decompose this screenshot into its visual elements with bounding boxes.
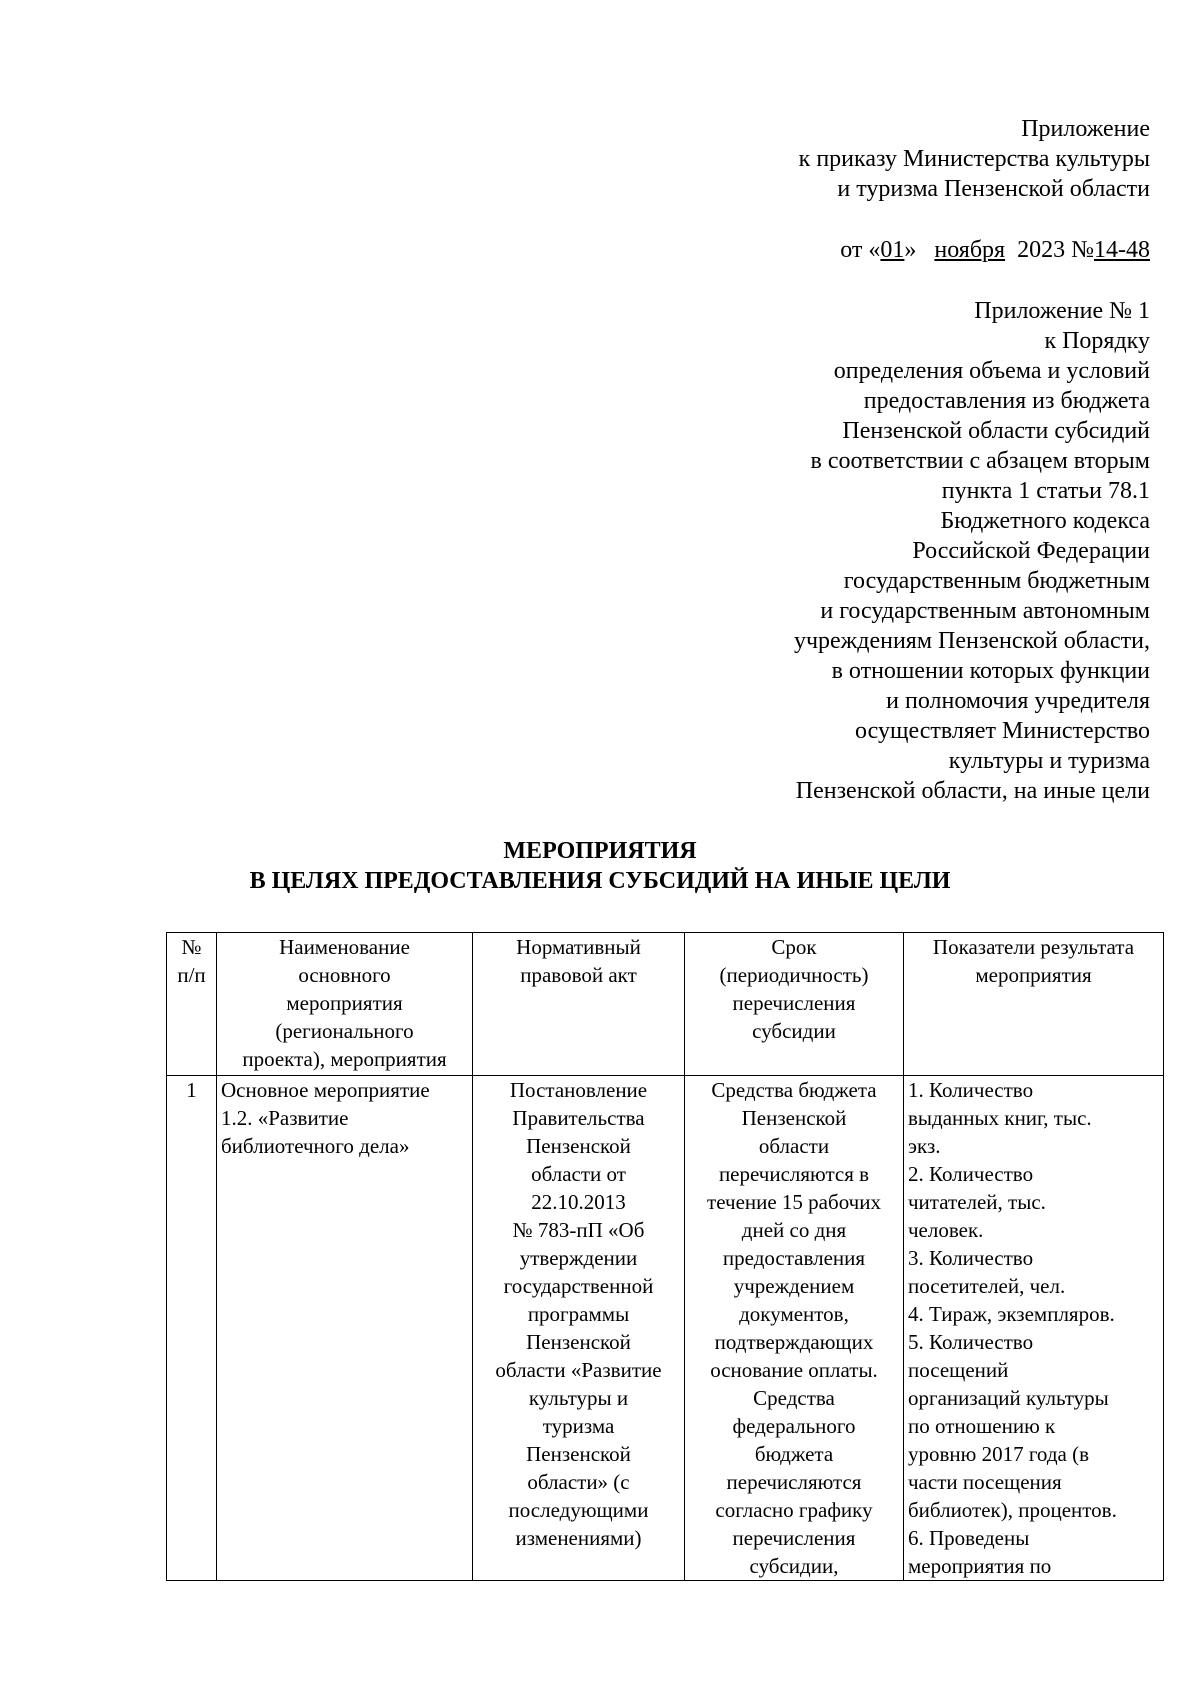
cell-text: дней со дня [741,1218,847,1242]
order-year: 2023 № [1017,237,1094,263]
cell-name [217,1076,473,1581]
cell-text: Правительства [512,1106,645,1130]
header-text: Срок [771,935,817,959]
cell-text: Основное мероприятие [221,1078,430,1102]
cell-text: части посещения [908,1470,1062,1494]
cell-text: подтверждающих [714,1330,874,1354]
appendix-1-line: Российской Федерации [912,538,1150,564]
header-text: (периодичность) [719,963,869,987]
header-text: Нормативный [516,935,641,959]
cell-text: изменениями) [515,1526,642,1550]
appendix-1-line: и полномочия учредителя [886,688,1150,714]
cell-text: выданных книг, тыс. [908,1106,1092,1130]
cell-term [685,1076,904,1581]
cell-text: области от [531,1162,626,1186]
cell-text: федерального [732,1414,856,1438]
cell-text: Средства [753,1386,835,1410]
cell-text: документов, [739,1302,849,1326]
order-reference [840,235,1150,265]
header-text: п/п [177,963,206,987]
cell-text: Пензенской [526,1330,631,1354]
cell-text: посетителей, чел. [908,1274,1066,1298]
cell-text: экз. [908,1134,941,1158]
cell-text: 2. Количество [908,1162,1034,1186]
cell-text: Пензенской [526,1134,631,1158]
header-indicators [904,933,1164,1076]
header-number [167,933,217,1076]
cell-text: Пензенской [741,1106,847,1130]
cell-text: перечисляются в [718,1162,870,1186]
appendix-1-line: к Порядку [1044,328,1150,354]
cell-text: согласно графику [715,1498,873,1522]
cell-text: государственной [503,1274,654,1298]
cell-text: человек. [908,1218,984,1242]
cell-text: посещений [908,1358,1009,1382]
order-day: 01 [880,237,905,263]
header-text: мероприятия [286,991,403,1015]
order-number: 14-48 [1094,237,1150,263]
header-name [217,933,473,1076]
cell-text: 4. Тираж, экземпляров. [908,1302,1115,1326]
cell-text: бюджета [754,1442,834,1466]
appendix-1-header [794,296,1150,806]
appendix-1-line: Пензенской области, на иные цели [795,778,1150,804]
order-prefix: от « [840,237,881,263]
cell-text: области» (с [527,1470,630,1494]
cell-text: № 783-пП «Об [512,1218,645,1242]
cell-legal-act [473,1076,685,1581]
appendix-1-line: осуществляет Министерство [855,718,1150,744]
table-row [167,1076,1164,1581]
cell-text: Средства бюджета [711,1078,877,1102]
cell-text: организаций культуры [908,1386,1109,1410]
cell-text: предоставления [722,1246,866,1270]
cell-text: перечисляются [726,1470,862,1494]
cell-text: области «Развитие [495,1358,662,1382]
appendix-1-line: Приложение № 1 [974,298,1150,324]
header-text: (регионального [275,1019,414,1043]
cell-text: культуры и [528,1386,629,1410]
cell-text: 6. Проведены [908,1526,1030,1550]
appendix-1-line: учреждениям Пензенской области, [793,628,1150,654]
appendix-1-line: Бюджетного кодекса [940,508,1150,534]
header-text: проекта), мероприятия [242,1047,447,1071]
table-header-row [167,933,1164,1076]
appendix-1-line: культуры и туризма [948,748,1150,774]
cell-text: Постановление [509,1078,648,1102]
document-title [0,836,1200,896]
cell-text: учреждением [733,1274,855,1298]
appendix-1-line: Пензенской области субсидий [842,418,1150,444]
order-mid: » [904,237,917,263]
header-text: № [181,935,202,959]
cell-text: библиотек), процентов. [908,1498,1117,1522]
cell-text: 3. Количество [908,1246,1034,1270]
appendix-header-line: и туризма Пензенской области [837,176,1150,202]
cell-text: туризма [542,1414,615,1438]
appendix-1-line: государственным бюджетным [843,568,1150,594]
appendix-1-line: в отношении которых функции [831,658,1150,684]
document-title-line-1: МЕРОПРИЯТИЯ [503,838,697,864]
appendix-header [799,114,1150,204]
cell-number [167,1076,217,1581]
header-text: мероприятия [975,963,1092,987]
header-term [685,933,904,1076]
header-text: перечисления [732,991,856,1015]
header-text: правовой акт [520,963,637,987]
cell-indicators [904,1076,1164,1581]
header-legal-act [473,933,685,1076]
appendix-1-line: и государственным автономным [820,598,1150,624]
header-text: Показатели результата [932,935,1135,959]
header-text: Наименование [279,935,410,959]
cell-text: 1. Количество [908,1078,1034,1102]
appendix-header-line: Приложение [1021,116,1150,142]
cell-text: 1.2. «Развитие [221,1106,349,1130]
appendix-1-line: пункта 1 статьи 78.1 [941,478,1150,504]
cell-text: утверждении [519,1246,638,1270]
cell-text: 22.10.2013 [531,1190,626,1214]
cell-text: течение 15 рабочих [707,1190,881,1214]
cell-text: мероприятия по [908,1554,1052,1578]
appendix-1-line: в соответствии с абзацем вторым [810,448,1150,474]
cell-text: программы [527,1302,630,1326]
cell-text: по отношению к [908,1414,1056,1438]
document-title-line-2: В ЦЕЛЯХ ПРЕДОСТАВЛЕНИЯ СУБСИДИЙ НА ИНЫЕ ЦЕЛИ [249,868,951,894]
order-month: ноября [934,237,1006,263]
cell-text: читателей, тыс. [908,1190,1046,1214]
cell-text: области [758,1134,830,1158]
cell-text: перечисления [732,1526,856,1550]
measures-table [166,932,1164,1581]
cell-text: Пензенской [526,1442,631,1466]
cell-text: субсидии, [749,1554,839,1578]
appendix-1-line: определения объема и условий [833,358,1150,384]
cell-text: последующими [508,1498,649,1522]
cell-text: библиотечного дела» [221,1134,410,1158]
appendix-1-line: предоставления из бюджета [863,388,1150,414]
appendix-header-line: к приказу Министерства культуры [798,146,1150,172]
header-text: субсидии [752,1019,836,1043]
cell-text: 5. Количество [908,1330,1034,1354]
cell-text: основание оплаты. [710,1358,878,1382]
header-text: основного [298,963,391,987]
cell-text: 1 [186,1078,197,1102]
cell-text: уровню 2017 года (в [908,1442,1089,1466]
